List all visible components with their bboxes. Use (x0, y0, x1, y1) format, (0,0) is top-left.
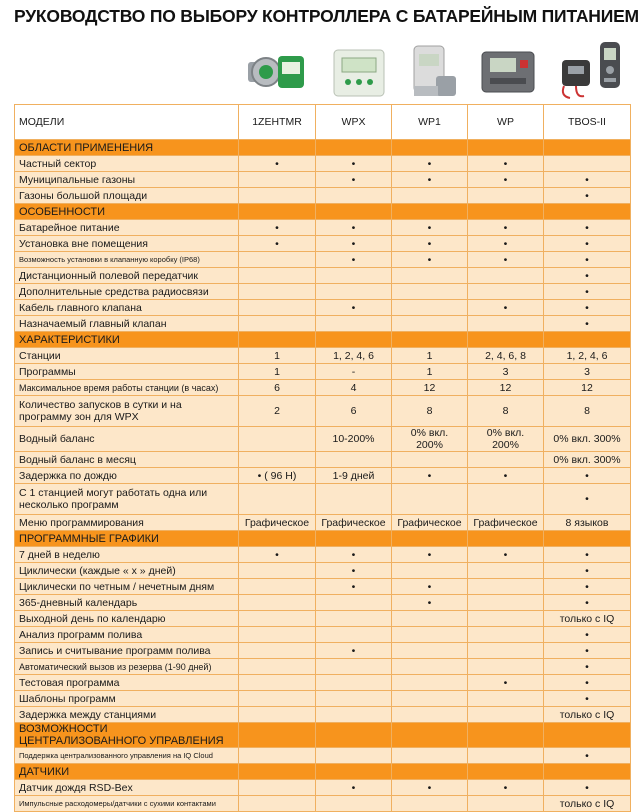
value-cell (468, 268, 544, 284)
value-cell: 1 (239, 348, 316, 364)
value-cell: 1 (392, 364, 468, 380)
section-title: ХАРАКТЕРИСТИКИ (15, 332, 239, 348)
product-images (238, 40, 632, 102)
value-cell (392, 484, 468, 515)
section-filler-cell (316, 723, 392, 748)
value-cell: • (468, 156, 544, 172)
value-cell (239, 284, 316, 300)
value-cell: 8 (392, 396, 468, 427)
table-row (15, 427, 631, 452)
section-title: ОСОБЕННОСТИ (15, 204, 239, 220)
section-filler-cell (544, 723, 631, 748)
feature-label: Количество запусков в сутки и на программу зон для WPX (15, 396, 239, 427)
value-cell: • (468, 236, 544, 252)
value-cell (392, 611, 468, 627)
value-cell: • (544, 547, 631, 563)
value-cell (468, 284, 544, 300)
header-model-wp1: WP1 (392, 105, 468, 140)
value-cell: • (468, 220, 544, 236)
section-filler-cell (544, 140, 631, 156)
value-cell: • (544, 220, 631, 236)
value-cell (239, 484, 316, 515)
value-cell (239, 452, 316, 468)
value-cell: 10-200% (316, 427, 392, 452)
feature-label: Частный сектор (15, 156, 239, 172)
value-cell (239, 691, 316, 707)
value-cell (239, 675, 316, 691)
table-row (15, 156, 631, 172)
value-cell: • (544, 563, 631, 579)
value-cell: • (316, 156, 392, 172)
value-cell: • (544, 300, 631, 316)
section-filler-cell (468, 204, 544, 220)
value-cell: • (316, 236, 392, 252)
section-filler-cell (468, 531, 544, 547)
feature-label: Задержка по дождю (15, 468, 239, 484)
table-row (15, 515, 631, 531)
tbos-ii-controller-image (556, 40, 628, 102)
feature-label: Муниципальные газоны (15, 172, 239, 188)
header-model-wp: WP (468, 105, 544, 140)
value-cell: 4 (316, 380, 392, 396)
value-cell: только с IQ (544, 707, 631, 723)
value-cell: 6 (239, 380, 316, 396)
value-cell (468, 643, 544, 659)
value-cell: 1-9 дней (316, 468, 392, 484)
table-row (15, 220, 631, 236)
header-row (15, 105, 631, 140)
section-header-row (15, 204, 631, 220)
table-row (15, 236, 631, 252)
section-filler-cell (392, 764, 468, 780)
section-filler-cell (544, 332, 631, 348)
value-cell: • (544, 284, 631, 300)
table-row (15, 563, 631, 579)
section-filler-cell (468, 764, 544, 780)
section-header-row (15, 332, 631, 348)
value-cell: • (316, 563, 392, 579)
value-cell (239, 579, 316, 595)
value-cell: • (392, 595, 468, 611)
table-row (15, 691, 631, 707)
value-cell (468, 452, 544, 468)
section-filler-cell (316, 764, 392, 780)
value-cell (468, 611, 544, 627)
value-cell (392, 627, 468, 643)
feature-label: Кабель главного клапана (15, 300, 239, 316)
value-cell: Графическое (392, 515, 468, 531)
value-cell (239, 707, 316, 723)
value-cell: • (316, 780, 392, 796)
value-cell (316, 659, 392, 675)
value-cell: Графическое (239, 515, 316, 531)
table-row (15, 643, 631, 659)
feature-label: Анализ программ полива (15, 627, 239, 643)
table-row (15, 468, 631, 484)
value-cell (392, 748, 468, 764)
value-cell: • (316, 579, 392, 595)
table-row (15, 348, 631, 364)
value-cell: 1, 2, 4, 6 (316, 348, 392, 364)
value-cell: 8 (468, 396, 544, 427)
section-filler-cell (239, 332, 316, 348)
value-cell (316, 611, 392, 627)
section-filler-cell (468, 332, 544, 348)
value-cell (316, 484, 392, 515)
value-cell (392, 691, 468, 707)
table-row (15, 284, 631, 300)
value-cell: • (468, 252, 544, 268)
value-cell: Графическое (468, 515, 544, 531)
value-cell: 2, 4, 6, 8 (468, 348, 544, 364)
value-cell: • (468, 172, 544, 188)
value-cell: • (544, 691, 631, 707)
feature-label: Дополнительные средства радиосвязи (15, 284, 239, 300)
header-models-label: МОДЕЛИ (15, 105, 239, 140)
table-row (15, 675, 631, 691)
section-filler-cell (316, 140, 392, 156)
feature-label: Возможность установки в клапанную коробку (IP68) (15, 252, 239, 268)
feature-label: Установка вне помещения (15, 236, 239, 252)
value-cell (468, 316, 544, 332)
value-cell (239, 188, 316, 204)
section-filler-cell (392, 140, 468, 156)
value-cell: • (544, 252, 631, 268)
value-cell: • (544, 627, 631, 643)
value-cell: • (239, 547, 316, 563)
value-cell: 6 (316, 396, 392, 427)
value-cell (239, 780, 316, 796)
value-cell (239, 252, 316, 268)
value-cell (544, 156, 631, 172)
section-filler-cell (544, 204, 631, 220)
value-cell (468, 188, 544, 204)
feature-label: Максимальное время работы станции (в часах) (15, 380, 239, 396)
table-row (15, 396, 631, 427)
value-cell: • (316, 220, 392, 236)
value-cell (392, 659, 468, 675)
table-row (15, 300, 631, 316)
value-cell (392, 300, 468, 316)
value-cell: • (544, 579, 631, 595)
value-cell: 8 языков (544, 515, 631, 531)
value-cell: • (239, 156, 316, 172)
feature-label: Шаблоны программ (15, 691, 239, 707)
value-cell: - (316, 364, 392, 380)
value-cell: • (392, 579, 468, 595)
value-cell: • (316, 643, 392, 659)
value-cell (316, 595, 392, 611)
value-cell: • (316, 300, 392, 316)
value-cell: • (392, 547, 468, 563)
value-cell: • (544, 595, 631, 611)
value-cell (316, 284, 392, 300)
section-filler-cell (544, 764, 631, 780)
value-cell (468, 579, 544, 595)
section-header-row (15, 531, 631, 547)
value-cell: • (392, 172, 468, 188)
section-filler-cell (392, 531, 468, 547)
value-cell: • (239, 236, 316, 252)
1zehtmr-controller-image (244, 40, 308, 102)
feature-label: Задержка между станциями (15, 707, 239, 723)
value-cell: • (392, 252, 468, 268)
value-cell: • (468, 675, 544, 691)
section-filler-cell (239, 531, 316, 547)
value-cell (316, 268, 392, 284)
feature-label: Газоны большой площади (15, 188, 239, 204)
section-filler-cell (544, 531, 631, 547)
section-filler-cell (239, 723, 316, 748)
wp1-controller-image (406, 40, 460, 102)
table-row (15, 172, 631, 188)
value-cell (392, 707, 468, 723)
value-cell (239, 563, 316, 579)
value-cell: • (239, 220, 316, 236)
value-cell: • (392, 468, 468, 484)
value-cell (392, 452, 468, 468)
value-cell: • (544, 468, 631, 484)
section-header-row (15, 140, 631, 156)
value-cell (239, 172, 316, 188)
value-cell: 2 (239, 396, 316, 427)
value-cell (239, 316, 316, 332)
header-model-wpx: WPX (316, 105, 392, 140)
value-cell: 8 (544, 396, 631, 427)
section-filler-cell (392, 204, 468, 220)
value-cell (316, 748, 392, 764)
value-cell: • (316, 547, 392, 563)
table-row (15, 380, 631, 396)
header-model-tbos-ii: TBOS-II (544, 105, 631, 140)
value-cell (392, 188, 468, 204)
value-cell: • (544, 268, 631, 284)
value-cell (239, 611, 316, 627)
section-filler-cell (468, 723, 544, 748)
value-cell (468, 659, 544, 675)
table-row (15, 780, 631, 796)
table-row (15, 252, 631, 268)
page-title: РУКОВОДСТВО ПО ВЫБОРУ КОНТРОЛЛЕРА С БАТАРЕЙНЫМ ПИТАНИЕМ (14, 6, 639, 26)
value-cell: • (544, 188, 631, 204)
value-cell: только с IQ (544, 611, 631, 627)
value-cell: 3 (468, 364, 544, 380)
feature-label: Дистанционный полевой передатчик (15, 268, 239, 284)
feature-label: Станции (15, 348, 239, 364)
value-cell: • (544, 780, 631, 796)
feature-label: С 1 станцией могут работать одна или несколько программ (15, 484, 239, 515)
value-cell (392, 284, 468, 300)
feature-label: Выходной день по календарю (15, 611, 239, 627)
value-cell: 12 (544, 380, 631, 396)
value-cell: 12 (392, 380, 468, 396)
value-cell (468, 691, 544, 707)
value-cell (239, 748, 316, 764)
value-cell (468, 563, 544, 579)
feature-label: Меню программирования (15, 515, 239, 531)
table-row (15, 707, 631, 723)
section-title: ОБЛАСТИ ПРИМЕНЕНИЯ (15, 140, 239, 156)
value-cell (316, 627, 392, 643)
table-row (15, 188, 631, 204)
value-cell (316, 707, 392, 723)
table-row (15, 579, 631, 595)
value-cell (316, 675, 392, 691)
value-cell: • (316, 172, 392, 188)
value-cell: • (316, 252, 392, 268)
table-row (15, 316, 631, 332)
table-row (15, 595, 631, 611)
value-cell: 1 (239, 364, 316, 380)
table-row (15, 611, 631, 627)
value-cell: • ( 96 Н) (239, 468, 316, 484)
wp-controller-image (478, 40, 538, 102)
value-cell: • (544, 643, 631, 659)
value-cell (392, 675, 468, 691)
value-cell: • (468, 468, 544, 484)
value-cell: • (392, 156, 468, 172)
value-cell (239, 659, 316, 675)
comparison-table (14, 104, 631, 812)
value-cell: • (468, 780, 544, 796)
feature-label: Поддержка централизованного управления на IQ Cloud (15, 748, 239, 764)
section-filler-cell (239, 140, 316, 156)
value-cell (392, 563, 468, 579)
value-cell (468, 707, 544, 723)
section-header-row (15, 723, 631, 748)
feature-label: 365-дневный календарь (15, 595, 239, 611)
feature-label: Программы (15, 364, 239, 380)
section-filler-cell (316, 531, 392, 547)
table-row (15, 627, 631, 643)
value-cell: • (544, 748, 631, 764)
value-cell (239, 300, 316, 316)
value-cell (316, 188, 392, 204)
table-row (15, 659, 631, 675)
value-cell (468, 595, 544, 611)
value-cell (239, 627, 316, 643)
feature-label: Датчик дождя RSD-Bex (15, 780, 239, 796)
value-cell (239, 268, 316, 284)
value-cell: • (544, 484, 631, 515)
feature-label: Циклически по четным / нечетным дням (15, 579, 239, 595)
section-title: ДАТЧИКИ (15, 764, 239, 780)
feature-label: Автоматический вызов из резерва (1-90 дней) (15, 659, 239, 675)
feature-label: Водный баланс (15, 427, 239, 452)
section-title: ПРОГРАММНЫЕ ГРАФИКИ (15, 531, 239, 547)
feature-label: Запись и считывание программ полива (15, 643, 239, 659)
value-cell: • (544, 236, 631, 252)
value-cell: 3 (544, 364, 631, 380)
value-cell: только с IQ (544, 796, 631, 812)
value-cell (392, 316, 468, 332)
feature-label: Импульсные расходомеры/датчики с сухими контактами (15, 796, 239, 812)
section-filler-cell (239, 764, 316, 780)
table-row (15, 748, 631, 764)
feature-label: Водный баланс в месяц (15, 452, 239, 468)
table-row (15, 484, 631, 515)
value-cell: 0% вкл. 200% (468, 427, 544, 452)
wpx-controller-image (330, 40, 388, 102)
value-cell: 0% вкл. 300% (544, 427, 631, 452)
value-cell: • (544, 675, 631, 691)
section-filler-cell (316, 204, 392, 220)
value-cell: Графическое (316, 515, 392, 531)
table-row (15, 364, 631, 380)
value-cell: • (468, 547, 544, 563)
section-filler-cell (316, 332, 392, 348)
value-cell (239, 595, 316, 611)
value-cell: • (544, 172, 631, 188)
feature-label: 7 дней в неделю (15, 547, 239, 563)
value-cell (239, 643, 316, 659)
table-row (15, 268, 631, 284)
value-cell (239, 427, 316, 452)
value-cell: 0% вкл. 200% (392, 427, 468, 452)
value-cell: • (468, 300, 544, 316)
section-filler-cell (468, 140, 544, 156)
section-header-row (15, 764, 631, 780)
table-row (15, 547, 631, 563)
section-title: ВОЗМОЖНОСТИ ЦЕНТРАЛИЗОВАННОГО УПРАВЛЕНИЯ (15, 723, 239, 748)
value-cell: • (392, 780, 468, 796)
value-cell (316, 452, 392, 468)
value-cell: 1, 2, 4, 6 (544, 348, 631, 364)
value-cell: 12 (468, 380, 544, 396)
value-cell: • (392, 220, 468, 236)
feature-label: Батарейное питание (15, 220, 239, 236)
value-cell: • (544, 659, 631, 675)
value-cell (316, 316, 392, 332)
value-cell (392, 268, 468, 284)
value-cell: • (544, 316, 631, 332)
value-cell (392, 643, 468, 659)
table-row (15, 452, 631, 468)
feature-label: Циклически (каждые « х » дней) (15, 563, 239, 579)
value-cell (468, 484, 544, 515)
value-cell: 1 (392, 348, 468, 364)
value-cell: 0% вкл. 300% (544, 452, 631, 468)
value-cell (316, 691, 392, 707)
value-cell (468, 627, 544, 643)
section-filler-cell (239, 204, 316, 220)
header-model-1zehtmr: 1ZEHTMR (239, 105, 316, 140)
section-filler-cell (392, 332, 468, 348)
section-filler-cell (392, 723, 468, 748)
value-cell (468, 748, 544, 764)
feature-label: Тестовая программа (15, 675, 239, 691)
value-cell: • (392, 236, 468, 252)
feature-label: Назначаемый главный клапан (15, 316, 239, 332)
